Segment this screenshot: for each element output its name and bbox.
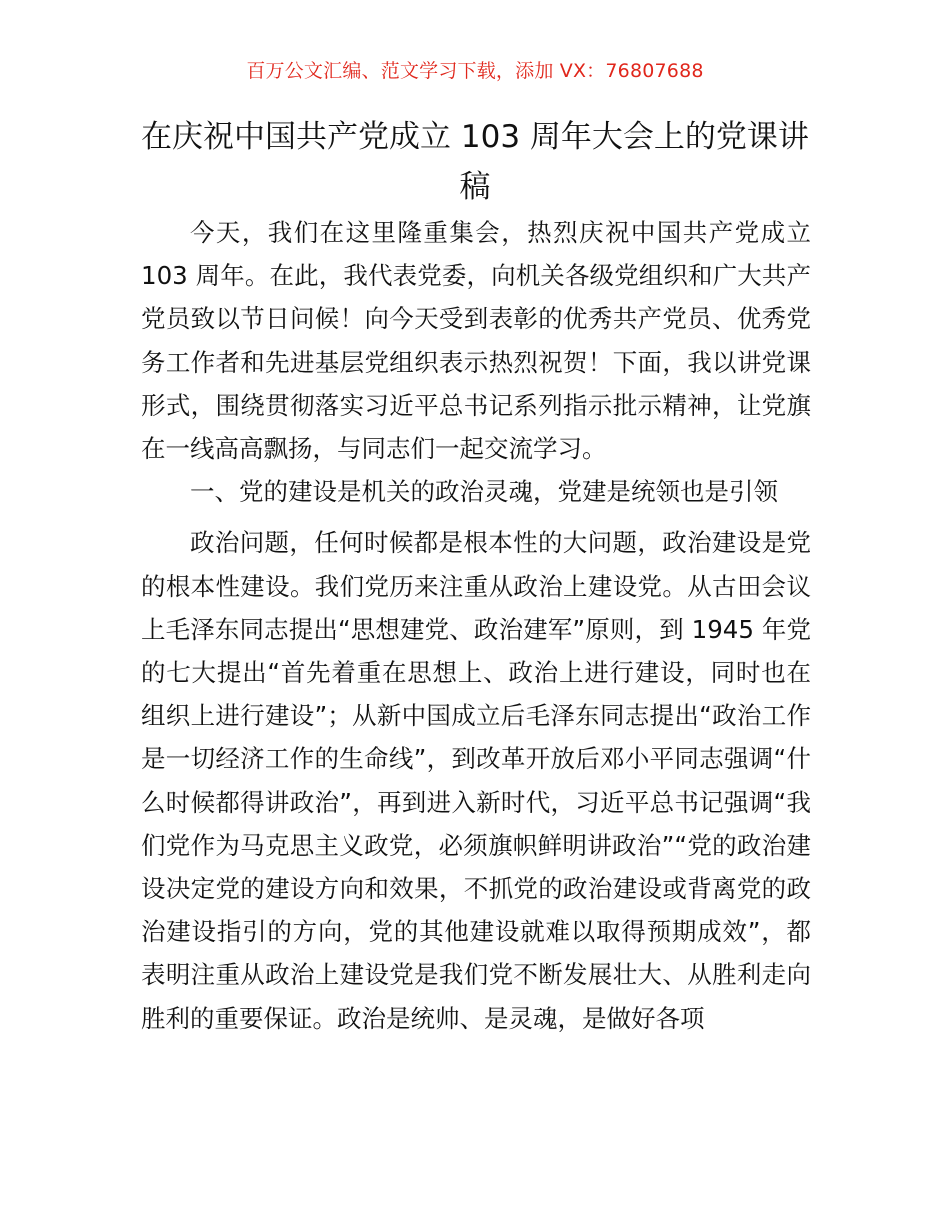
paragraph-political-construction: 政治问题，任何时候都是根本性的大问题，政治建设是党的根本性建设。我们党历来注重从政治上建设党。从古田会议上毛泽东同志提出“思想建党、政治建军”原则，到 1945 年党的七大提出“首先着重在思想上、政治上进行建设，同时也在组织上进行建设”；从新中国成立后毛泽东同志提出“政治工作是一切经济工作的生命线”，到改革开放后邓小平同志强调“什么时候都得讲政治”，再到进入新时代，习近平总书记强调“我们党作为马克思主义政党，必须旗帜鲜明讲政治”“党的政治建设决定党的建设方向和效果，不抓党的政治建设或背离党的政治建设指引的方向，党的其他建设就难以取得预期成效”，都表明注重从政治上建设党是我们党不断发展壮大、从胜利走向胜利的重要保证。政治是统帅、是灵魂，是做好各项 xyxy=(141,528,811,1033)
paragraph-opening: 今天，我们在这里隆重集会，热烈庆祝中国共产党成立 103 周年。在此，我代表党委，向机关各级党组织和广大共产党员致以节日问候！向今天受到表彰的优秀共产党员、优秀党务工作者和先进基层党组织表示热烈祝贺！下面，我以讲党课形式，围绕贯彻落实习近平总书记系列指示批示精神，让党旗在一线高高飘扬，与同志们一起交流学习。 xyxy=(141,218,811,464)
document-body xyxy=(141,211,811,1040)
header-banner: 百万公文汇编、范文学习下载，添加 VX：76807688 xyxy=(246,60,704,82)
document-title: 在庆祝中国共产党成立 103 周年大会上的党课讲稿 xyxy=(141,119,809,205)
section-heading-1: 一、党的建设是机关的政治灵魂，党建是统领也是引领 xyxy=(190,477,778,507)
